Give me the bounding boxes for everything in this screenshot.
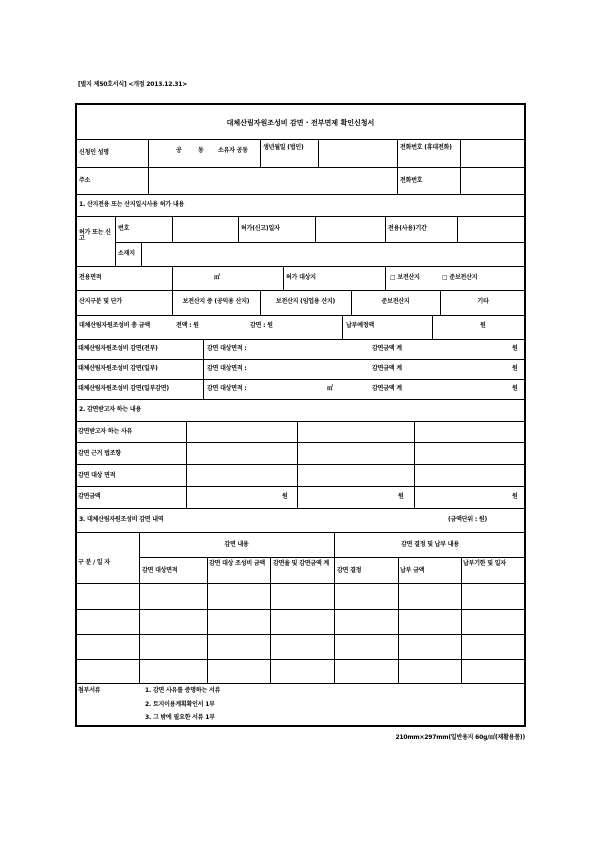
rate-option: 준보전산지 — [381, 298, 410, 305]
reduction-unit: 원 — [512, 365, 518, 372]
reduction-unit: 원 — [512, 345, 518, 352]
rule — [75, 315, 526, 316]
rule — [238, 216, 239, 242]
permit-group-label: 허가 또는 신고 — [79, 229, 111, 242]
rule — [297, 421, 298, 508]
rule — [139, 532, 140, 683]
rate-label: 산지구분 및 단가 — [79, 298, 122, 305]
rule — [334, 532, 335, 683]
rule — [457, 216, 458, 242]
paper-spec: 210mm×297mm(일반용지 60g/㎡(재활용품)) — [395, 734, 525, 741]
rule — [283, 266, 284, 290]
column-header: 납부 금액 — [400, 567, 425, 574]
reduction-unit: 원 — [512, 385, 518, 392]
rate-option: 보전산지 중 (공익용 산지) — [182, 298, 250, 305]
rule — [315, 216, 316, 242]
reduction-mid: ㎡ — [327, 385, 333, 392]
rule — [115, 242, 526, 243]
section3-header: 3. 대체산림자원조성비 감면 내역 — [79, 516, 164, 523]
rule — [75, 659, 526, 660]
reduction-area: 감면 대상면적 : — [207, 345, 247, 352]
reduction-total: 감면금액 계 — [372, 365, 402, 372]
section2-row-label: 감면 대상 면적 — [78, 472, 116, 479]
rule — [75, 532, 526, 533]
rule — [260, 139, 261, 167]
address-phone-label: 전화번호 — [400, 177, 423, 184]
reduction-row-label: 대체산림자원조성비 감면(일부감면) — [78, 385, 169, 392]
rule — [148, 139, 149, 194]
attachments-label: 첨부서류 — [78, 687, 101, 694]
rule — [75, 464, 526, 465]
section2-unit: 원 — [282, 493, 288, 500]
reduction-row-label: 대체산림자원조성비 감면(전부) — [78, 345, 158, 352]
rule — [414, 421, 415, 508]
rule — [75, 266, 526, 267]
rule — [342, 315, 343, 339]
rule — [75, 339, 526, 340]
amount-label: 대체산림자원조성비 총 금액 — [79, 322, 150, 329]
column-header: 감면 결정 — [337, 567, 362, 574]
target-option[interactable]: □ 준보전산지 — [442, 274, 478, 281]
amount-part: 납부예정액 — [346, 322, 374, 329]
column-header: 감면 대상면적 — [142, 567, 178, 574]
group-header: 감면 결정 및 납부 내용 — [401, 541, 459, 548]
amount-unit: 원 — [480, 322, 486, 329]
reduction-total: 감면금액 계 — [372, 385, 402, 392]
rule — [139, 557, 526, 558]
section2-unit: 원 — [398, 493, 404, 500]
rule — [75, 167, 526, 168]
permit-date-label: 허가(신고)일자 — [241, 225, 280, 232]
amount-part: 전액 : 원 — [176, 322, 199, 329]
rule — [398, 557, 399, 683]
rule — [75, 290, 526, 291]
section1-header: 1. 산지전용 또는 산지일시사용 허가 내용 — [79, 201, 185, 208]
rule — [75, 359, 526, 360]
phone-label: 전화번호 (휴대전화) — [400, 144, 452, 151]
attachment-item: 1. 감면 사유를 증명하는 서류 — [145, 687, 221, 694]
section3-unit-note: (금액단위 : 원) — [448, 516, 488, 523]
form-code: [별지 제50호서식] <개정 2013.12.31> — [78, 81, 188, 88]
column-header: 감면 대상 조성비 금액 — [209, 560, 266, 567]
attachment-item: 3. 그 밖에 필요한 서류 1부 — [145, 714, 215, 721]
rule — [461, 557, 462, 683]
rule — [75, 683, 526, 684]
rule — [75, 508, 526, 509]
rule — [115, 216, 116, 266]
column-header: 납부기한 및 일자 — [463, 560, 506, 567]
section2-row-label: 감면 근거 법조항 — [78, 450, 121, 457]
location-label: 소재지 — [118, 250, 135, 257]
rule — [75, 194, 526, 195]
group-header: 감면 내용 — [224, 541, 249, 548]
rule — [207, 557, 208, 683]
attachment-item: 2. 토지이용계획확인서 1부 — [145, 701, 215, 708]
rate-option: 보전산지 (임업용 산지) — [275, 298, 336, 305]
target-label: 허가 대상지 — [286, 274, 316, 281]
permit-no-label: 번호 — [118, 225, 130, 232]
rate-option: 기타 — [477, 298, 489, 305]
rule — [186, 421, 187, 508]
rule — [75, 421, 526, 422]
section3-left-col: 구 분 / 일 자 — [78, 559, 110, 566]
reduction-area: 감면 대상면적 : — [207, 365, 247, 372]
rule — [432, 315, 433, 339]
reduction-total: 감면금액 계 — [372, 345, 402, 352]
rule — [75, 216, 526, 217]
rule — [203, 339, 204, 399]
target-option[interactable]: □ 보전산지 — [390, 274, 420, 281]
rule — [75, 379, 526, 380]
name-part: 공 — [176, 147, 182, 154]
rule — [75, 609, 526, 610]
amount-part: 감면 : 원 — [250, 322, 273, 329]
rule — [75, 634, 526, 635]
rule — [75, 399, 526, 400]
rule — [75, 139, 526, 140]
column-header: 감면율 및 감면금액 계 — [273, 560, 330, 567]
form-title: 대체산림자원조성비 감면 · 전부면제 확인신청서 — [226, 119, 375, 127]
rule — [75, 486, 526, 487]
rule — [397, 139, 398, 194]
rule — [172, 216, 173, 242]
rule — [385, 216, 386, 242]
section2-row-label: 감면받고자 하는 사유 — [78, 428, 133, 435]
name-part: 소유자 공동 — [218, 147, 248, 154]
applicant-name-label: 신청인 성명 — [79, 149, 109, 156]
section2-unit: 원 — [512, 493, 518, 500]
rule — [460, 139, 461, 194]
rule — [270, 557, 271, 683]
permit-period-label: 전용(사용)기간 — [388, 225, 427, 232]
rule — [318, 139, 319, 167]
name-part: 동 — [198, 147, 204, 154]
rule — [75, 583, 526, 584]
section2-row-label: 감면금액 — [78, 493, 101, 500]
rule — [141, 242, 142, 266]
reduction-row-label: 대체산림자원조성비 감면(일부) — [78, 365, 158, 372]
area-unit: ㎡ — [214, 274, 220, 281]
address-label: 주소 — [79, 177, 91, 184]
section2-header: 2. 감면받고자 하는 내용 — [79, 406, 142, 413]
area-label: 전용면적 — [79, 274, 102, 281]
birth-label: 생년월일 (법인) — [263, 144, 304, 151]
rule — [172, 266, 173, 290]
rule — [385, 266, 386, 290]
reduction-area: 감면 대상면적 : — [207, 385, 247, 392]
rule — [75, 442, 526, 443]
